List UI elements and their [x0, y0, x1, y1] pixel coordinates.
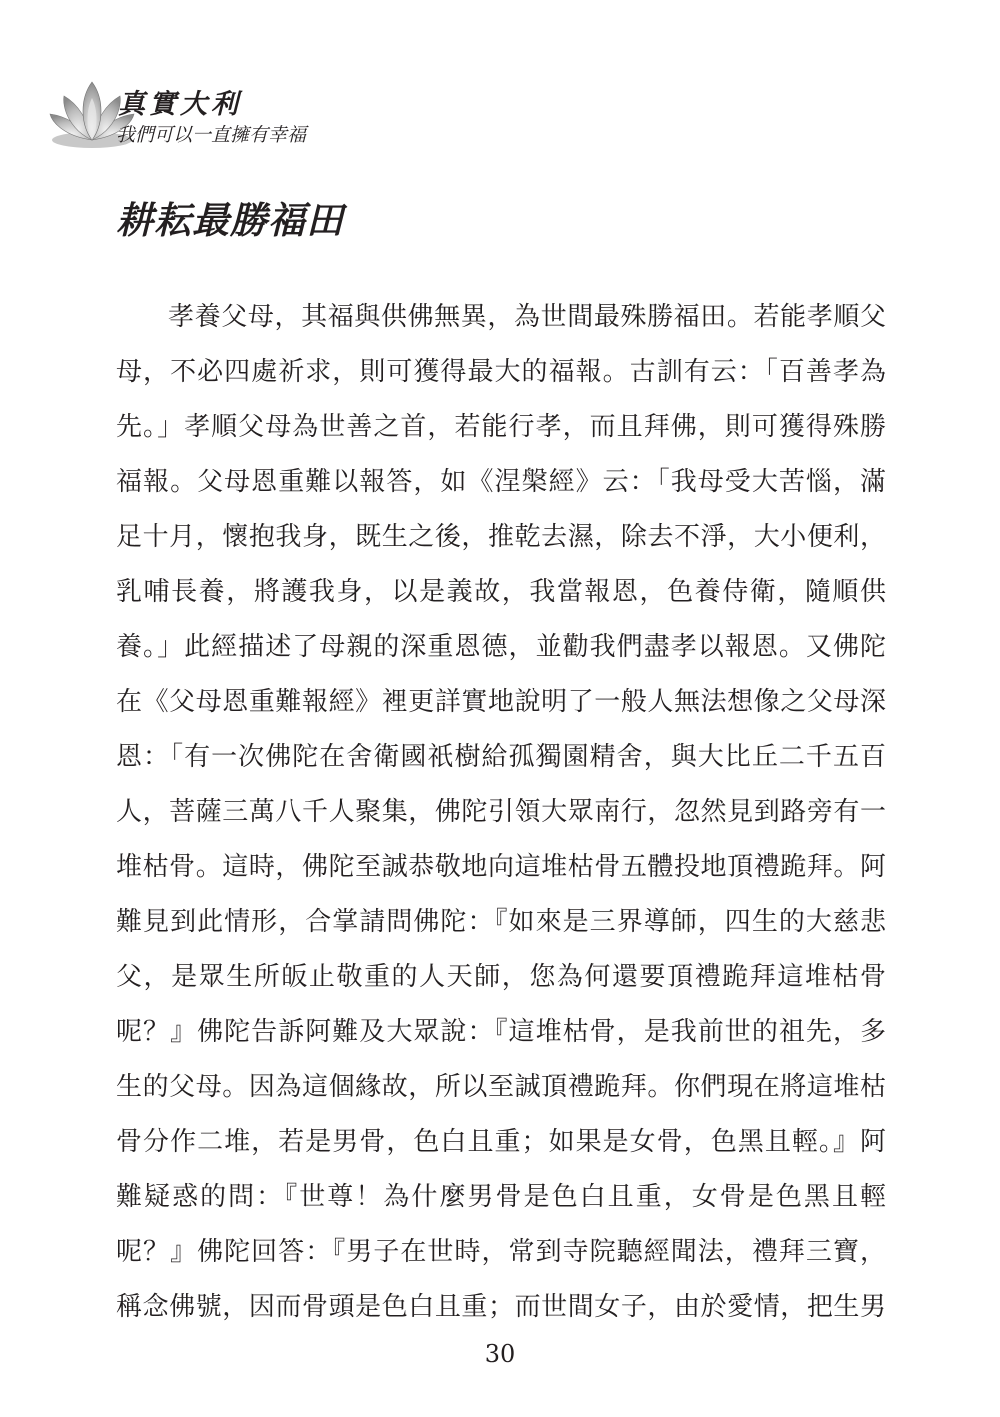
text-line: 孝養父母，其福與供佛無異，為世間最殊勝福田。若能孝順父: [168, 302, 886, 332]
text-line: 母，不必四處祈求，則可獲得最大的福報。古訓有云：「百善孝為: [116, 357, 886, 387]
book-title: 真實大利: [118, 89, 242, 120]
running-header: [46, 78, 406, 158]
text-line: 恩：「有一次佛陀在舍衛國祇樹給孤獨園精舍，與大比丘二千五百: [116, 742, 886, 772]
text-line: 福報。父母恩重難以報答，如《涅槃經》云：「我母受大苦惱，滿: [116, 467, 886, 497]
text-line: 呢？』佛陀回答：『男子在世時，常到寺院聽經聞法，禮拜三寶，: [116, 1237, 886, 1267]
text-line: 生的父母。因為這個緣故，所以至誠頂禮跪拜。你們現在將這堆枯: [116, 1072, 886, 1102]
text-line: 在《父母恩重難報經》裡更詳實地說明了一般人無法想像之父母深: [116, 687, 886, 717]
text-line: 堆枯骨。這時，佛陀至誠恭敬地向這堆枯骨五體投地頂禮跪拜。阿: [116, 852, 886, 882]
text-line: 骨分作二堆，若是男骨，色白且重；如果是女骨，色黑且輕。』阿: [116, 1127, 886, 1157]
text-line: 養。」此經描述了母親的深重恩德，並勸我們盡孝以報恩。又佛陀: [116, 632, 886, 662]
text-line: 人，菩薩三萬八千人聚集，佛陀引領大眾南行，忽然見到路旁有一: [116, 797, 886, 827]
text-line: 足十月，懷抱我身，既生之後，推乾去濕，除去不淨，大小便利，: [116, 522, 886, 552]
section-title: 耕耘最勝福田: [116, 199, 344, 242]
text-line: 難疑惑的問：『世尊！為什麼男骨是色白且重，女骨是色黑且輕: [116, 1182, 886, 1212]
page-number: 30: [484, 1340, 516, 1368]
book-subtitle: 我們可以一直擁有幸福: [116, 124, 307, 146]
body-text: [116, 290, 886, 1335]
text-line: 稱念佛號，因而骨頭是色白且重；而世間女子，由於愛情，把生男: [116, 1292, 886, 1322]
text-line: 難見到此情形，合掌請問佛陀：『如來是三界導師，四生的大慈悲: [116, 907, 886, 937]
text-line: 先。」孝順父母為世善之首，若能行孝，而且拜佛，則可獲得殊勝: [116, 412, 886, 442]
text-line: 呢？』佛陀告訴阿難及大眾說：『這堆枯骨，是我前世的祖先，多: [116, 1017, 886, 1047]
text-line: 乳哺長養，將護我身，以是義故，我當報恩，色養侍衛，隨順供: [116, 577, 886, 607]
text-line: 父，是眾生所皈止敬重的人天師，您為何還要頂禮跪拜這堆枯骨: [116, 962, 886, 992]
